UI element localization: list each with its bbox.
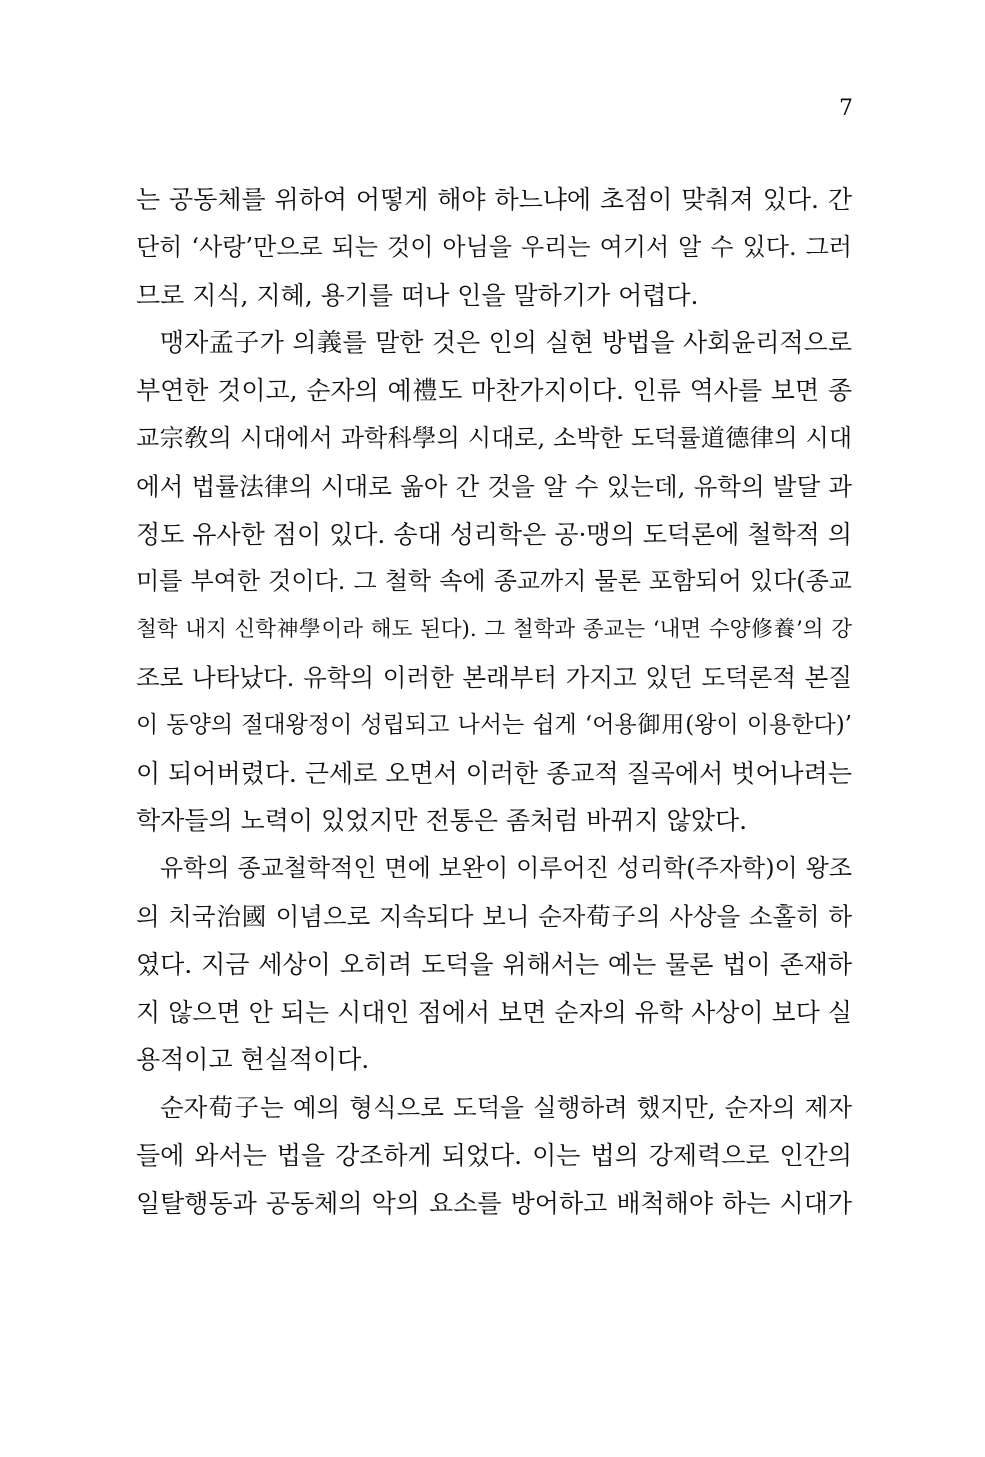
document-body: [136, 176, 852, 1228]
text-line: 므로 지식, 지혜, 용기를 떠나 인을 말하기가 어렵다.: [136, 280, 699, 310]
text-line: 순자荀子는 예의 형식으로 도덕을 실행하려 했지만, 순자의 제자: [160, 1093, 852, 1123]
paragraph: [136, 845, 852, 1084]
text-line: 교宗敎의 시대에서 과학科學의 시대로, 소박한 도덕률道德律의 시대: [136, 423, 852, 452]
paragraph: [136, 1084, 852, 1227]
text-line: 이 동양의 절대왕정이 성립되고 나서는 쉽게 ‘어용御用(왕이 이용한다)’: [136, 711, 852, 738]
text-line: 일탈행동과 공동체의 악의 요소를 방어하고 배척해야 하는 시대가: [136, 1188, 852, 1218]
text-line: 에서 법률法律의 시대로 옮아 간 것을 알 수 있는데, 유학의 발달 과: [136, 471, 852, 501]
text-line: 이 되어버렸다. 근세로 오면서 이러한 종교적 질곡에서 벗어나려는: [136, 758, 852, 788]
text-line: 들에 와서는 법을 강조하게 되었다. 이는 법의 강제력으로 인간의: [136, 1140, 852, 1170]
text-line: 지 않으면 안 되는 시대인 점에서 보면 순자의 유학 사상이 보다 실: [136, 997, 852, 1027]
text-line: 정도 유사한 점이 있다. 송대 성리학은 공·맹의 도덕론에 철학적 의: [136, 519, 852, 549]
text-line: 미를 부여한 것이다. 그 철학 속에 종교까지 물론 포함되어 있다(종교: [136, 567, 852, 596]
text-line: 부연한 것이고, 순자의 예禮도 마찬가지이다. 인류 역사를 보면 종: [136, 376, 852, 406]
text-line: 유학의 종교철학적인 면에 보완이 이루어진 성리학(주자학)이 왕조: [160, 854, 852, 883]
text-line: 학자들의 노력이 있었지만 전통은 좀처럼 바뀌지 않았다.: [136, 806, 748, 836]
text-line: 의 치국治國 이념으로 지속되다 보니 순자荀子의 사상을 소홀히 하: [136, 901, 852, 931]
text-line: 단히 ‘사랑’만으로 되는 것이 아님을 우리는 여기서 알 수 있다. 그러: [136, 232, 852, 261]
paragraph: [136, 319, 852, 845]
text-line: 조로 나타났다. 유학의 이러한 본래부터 가지고 있던 도덕론적 본질: [136, 662, 852, 692]
text-line: 는 공동체를 위하여 어떻게 해야 하느냐에 초점이 맞춰져 있다. 간: [136, 185, 852, 214]
text-line: 용적이고 현실적이다.: [136, 1045, 370, 1075]
paragraph: [136, 176, 852, 319]
text-line: 철학 내지 신학神學이라 해도 된다). 그 철학과 종교는 ‘내면 수양修養’의 강: [136, 617, 852, 643]
text-line: 였다. 지금 세상이 오히려 도덕을 위해서는 예는 물론 법이 존재하: [136, 949, 852, 979]
page-number: 7: [839, 96, 853, 121]
text-line: 맹자孟子가 의義를 말한 것은 인의 실현 방법을 사회윤리적으로: [160, 328, 852, 358]
